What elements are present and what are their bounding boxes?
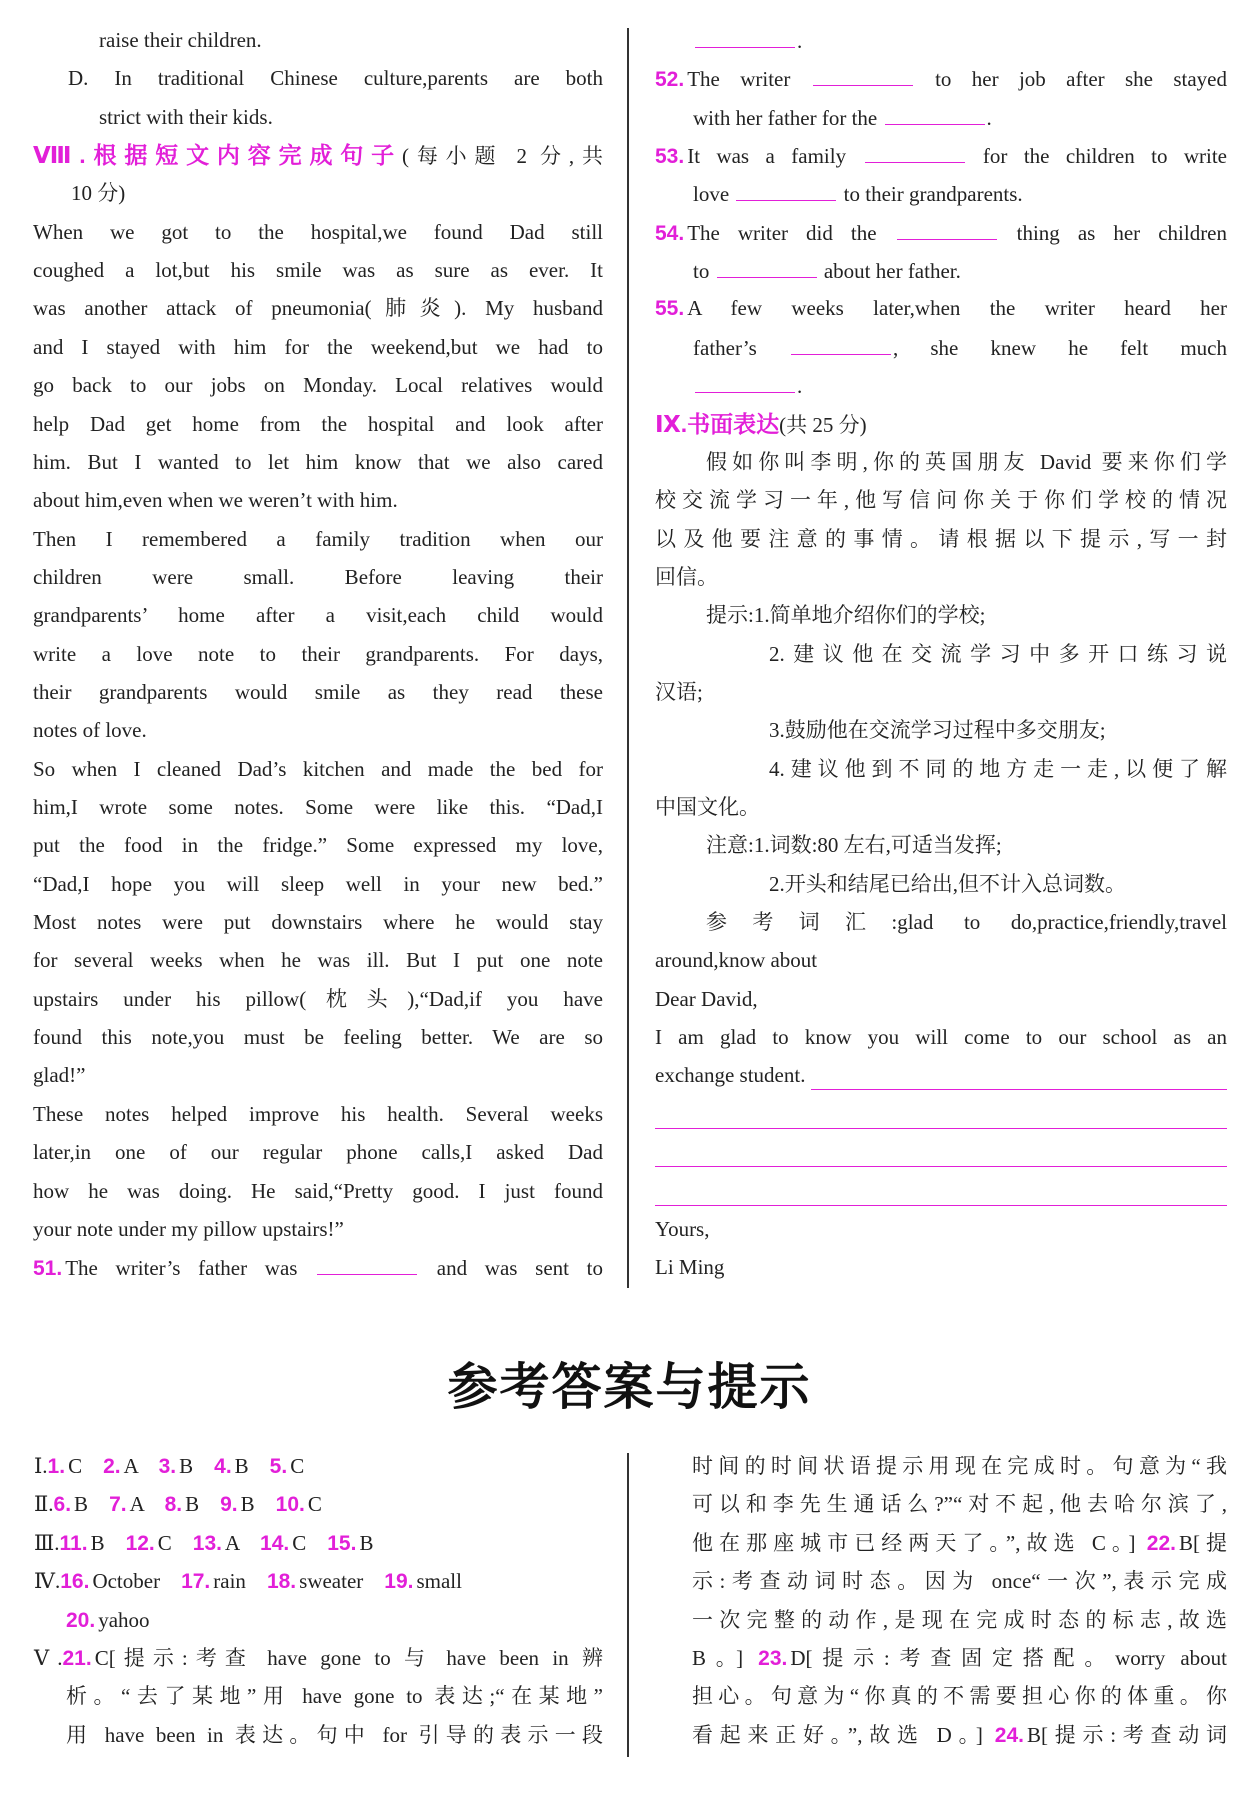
question-number: 19. [384,1570,414,1593]
text-line [655,945,1227,975]
writing-line[interactable] [655,1144,1227,1167]
text: Ⅴ. [34,1646,63,1670]
question-number: 52. [655,68,685,91]
text: to her job after she stayed [914,67,1228,91]
text: C [292,1531,328,1555]
question-number: 11. [59,1532,88,1555]
text-line [655,409,1227,439]
text: B [359,1531,374,1555]
text-line [655,485,1227,515]
text: B [234,1454,270,1478]
text-line [655,830,1227,860]
answers-divider [627,1453,629,1757]
text: yahoo [98,1608,150,1632]
text: found this note,you must be feeling better. We are so [33,1025,603,1049]
text: Yours, [655,1217,710,1241]
answer-blank[interactable] [717,255,817,278]
text-line [655,869,1227,899]
text: “Dad,I hope you will sleep well in your new bed.” [33,872,603,896]
question-number: 1. [47,1455,66,1478]
text: about him,even when we weren’t with him. [33,488,398,512]
text-line [33,332,603,362]
text-line [33,754,603,784]
question-number: 15. [327,1532,357,1555]
text-line [33,677,603,707]
text: 2.开头和结尾已给出,但不计入总词数。 [769,872,1126,896]
text-line [33,370,603,400]
answer-blank[interactable] [791,332,891,355]
section-heading: Ⅸ.书面表达 [655,411,780,437]
text-line [33,1137,603,1167]
text-line [655,792,1227,822]
text: It was a family [687,144,863,168]
text-line [33,715,603,745]
text: C [157,1531,193,1555]
text: to their grandparents. [838,182,1023,206]
text-line [33,217,603,247]
text: 他在那座城市已经两天了。”,故选 C。] [692,1531,1147,1555]
text-line [655,1214,1227,1244]
text-line [655,255,1227,285]
text: your note under my pillow upstairs!” [33,1217,344,1241]
text: small [416,1569,462,1593]
question-number: 5. [269,1455,288,1478]
text-line [655,63,1227,93]
answer-blank[interactable] [885,102,985,125]
text-line [655,1060,1227,1090]
text-line [655,217,1227,247]
text: strict with their kids. [99,105,273,129]
text-line [33,409,603,439]
text-line [655,25,1227,55]
text: notes of love. [33,718,147,742]
text-line [33,830,603,860]
text-line [655,984,1227,1014]
question-number: 53. [655,145,685,168]
answer-blank[interactable] [695,25,795,48]
answer-blank[interactable] [813,63,913,86]
text: Li Ming [655,1255,725,1279]
text: Ⅰ. [34,1454,48,1478]
text: I am glad to know you will come to our school as an [655,1025,1227,1049]
text: B[提 [1178,1531,1228,1555]
text-line [33,1176,603,1206]
text: C[提示:考查 have gone to 与 have been in 辨 [94,1646,604,1670]
text-line [692,1720,1227,1750]
text: grandparents’ home after a visit,each child would [33,603,603,627]
text-line [34,1528,603,1558]
text: Ⅲ. [34,1531,60,1555]
text: sweater [299,1569,385,1593]
text: their grandparents would smile as they read these [33,680,603,704]
text: October [92,1569,182,1593]
text-line [692,1681,1227,1711]
text-line [34,1566,603,1596]
question-number: 54. [655,222,685,245]
question-number: 4. [214,1455,232,1478]
text: A [129,1492,165,1516]
question-number: 9. [220,1493,238,1516]
text: 可以和李先生通话么?”“对不起,他去哈尔滨了, [692,1492,1227,1516]
text: love [693,182,735,206]
text: 注意:1.词数:80 左右,可适当发挥; [706,833,1002,857]
text: and I stayed with him for the weekend,but we had to [33,335,603,359]
text-line [33,255,603,285]
answer-blank[interactable] [695,370,795,393]
text: how he was doing. He said,“Pretty good. I just found [33,1179,603,1203]
text-line [655,1176,1227,1206]
text: 参考词汇:glad to do,practice,friendly,travel [706,910,1227,934]
text: upstairs under his pillow(枕头),“Dad,if you have [33,987,603,1011]
question-number: 18. [266,1570,297,1593]
text: . [797,374,803,398]
text-line [692,1643,1227,1673]
text-line [33,485,603,515]
text-line [655,562,1227,592]
text: 示:考查动词时态。因为 once“一次”,表示完成 [692,1569,1227,1593]
text-line [33,25,603,55]
text-line [655,907,1227,937]
text: 一次完整的动作,是现在完成时态的标志,故选 [692,1608,1227,1632]
text: (每小题 2 分,共 [402,144,603,168]
text: B [185,1492,221,1516]
text-line [655,293,1227,323]
text-line [655,178,1227,208]
question-number: 17. [181,1570,211,1593]
text: him. But I wanted to let him know that we also cared [33,450,603,474]
text: for the children to write [966,144,1228,168]
text-line [33,102,603,132]
text: 时间的时间状语提示用现在完成时。句意为“我 [692,1454,1227,1478]
writing-line[interactable] [655,1106,1227,1129]
text-line [655,332,1227,362]
text-line [33,1022,603,1052]
question-number: 51. [33,1257,63,1280]
text-line [33,945,603,975]
question-number: 20. [66,1609,96,1632]
text: B[提示:考查动词 [1027,1723,1227,1747]
text-line [655,1099,1227,1129]
text: rain [213,1569,267,1593]
text-line [33,178,603,208]
writing-line[interactable] [811,1067,1227,1090]
text-line [33,63,603,93]
text-line [655,140,1227,170]
section-heading: Ⅷ.根据短文内容完成句子 [33,142,402,168]
text: 以及他要注意的事情。请根据以下提示,写一封 [655,527,1227,551]
text: 回信。 [655,565,718,589]
question-number: 12. [125,1532,155,1555]
text-line [655,639,1227,669]
text: glad!” [33,1063,86,1087]
text-line [692,1605,1227,1635]
text: around,know about [655,948,818,972]
text: Most notes were put downstairs where he would stay [33,910,603,934]
text-line [655,1137,1227,1167]
text-line [33,1252,603,1282]
answer-blank[interactable] [736,178,836,201]
text: A few weeks later,when the writer heard her [687,296,1227,320]
text: The writer’s father was [65,1256,316,1280]
text: thing as her children [998,221,1228,245]
text-line [34,1489,603,1519]
text: 看起来正好。”,故选 D。] [692,1723,995,1747]
text: write a love note to their grandparents. For days, [33,642,603,666]
text-line [33,639,603,669]
text-line [33,907,603,937]
question-number: 6. [53,1493,72,1516]
text: Then I remembered a family tradition when our [33,527,603,551]
text: Ⅱ. [34,1492,54,1516]
text: These notes helped improve his health. Several weeks [33,1102,603,1126]
text-line [33,1099,603,1129]
question-number: 55. [655,297,685,320]
text: A [225,1531,261,1555]
text: D. In traditional Chinese culture,parents are both [68,66,603,90]
text-line [33,600,603,630]
question-number: 21. [62,1647,92,1670]
text: 中国文化。 [655,795,760,819]
text-line [655,677,1227,707]
text-line [655,447,1227,477]
text: 2.建议他在交流学习中多开口练习说 [769,642,1227,666]
text-line [33,524,603,554]
text-line [33,1060,603,1090]
text: 析。“去了某地”用 have gone to 表达;“在某地” [66,1684,603,1708]
writing-line[interactable] [655,1183,1227,1206]
answers-title: 参考答案与提示 [447,1358,812,1416]
text: C [307,1492,322,1516]
text: B [90,1531,126,1555]
text-line [33,869,603,899]
text-line [33,293,603,323]
question-number: 24. [994,1724,1024,1747]
text: to [693,259,715,283]
text: When we got to the hospital,we found Dad still [33,220,603,244]
text: about her father. [818,259,961,283]
text: C [68,1454,104,1478]
text: 提示:1.简单地介绍你们的学校; [706,603,986,627]
question-number: 16. [60,1570,90,1593]
question-number: 13. [192,1532,222,1555]
text: The writer did the [687,221,895,245]
text-line [33,792,603,822]
text-line [33,1214,603,1244]
answer-blank[interactable] [865,140,965,163]
column-divider [627,28,629,1288]
text: coughed a lot,but his smile was as sure as ever. It [33,258,603,282]
text: for several weeks when he was ill. But I put one note [33,948,603,972]
text-line [34,1605,603,1635]
text: Ⅳ. [34,1569,61,1593]
text-line [692,1566,1227,1596]
text: 汉语; [655,680,703,704]
text-line [34,1681,603,1711]
text: put the food in the fridge.” Some expressed my love, [33,833,603,857]
text: . [797,29,803,53]
text: A [123,1454,159,1478]
text-line [33,447,603,477]
question-number: 3. [158,1455,177,1478]
text-line [692,1451,1227,1481]
question-number: 2. [103,1455,121,1478]
text-line [692,1528,1227,1558]
text-line [33,984,603,1014]
text-line [655,1022,1227,1052]
text: later,in one of our regular phone calls,I asked Dad [33,1140,603,1164]
text-line [655,600,1227,630]
answer-blank[interactable] [317,1252,417,1275]
text: 假如你叫李明,你的英国朋友 David 要来你们学 [706,450,1227,474]
question-number: 23. [758,1647,788,1670]
text: Dear David, [655,987,758,1011]
text-line [34,1720,603,1750]
text-line [34,1451,603,1481]
text: B [179,1454,215,1478]
text-line [33,140,603,170]
text-line [655,754,1227,784]
text: The writer [687,67,811,91]
question-number: 8. [164,1493,183,1516]
text: 用 have been in 表达。句中 for 引导的表示一段 [66,1723,603,1747]
text: children were small. Before leaving their [33,565,603,589]
text: go back to our jobs on Monday. Local relatives would [33,373,603,397]
text: 10 分) [71,181,126,205]
text: father’s [693,336,789,360]
answer-blank[interactable] [897,217,997,240]
text: B [74,1492,110,1516]
text: him,I wrote some notes. Some were like this. “Dad,I [33,795,603,819]
text-line [655,524,1227,554]
text: 3.鼓励他在交流学习过程中多交朋友; [769,718,1106,742]
text: (共 25 分) [779,413,867,437]
text-line [655,715,1227,745]
text: B [240,1492,276,1516]
text-line [655,1252,1227,1282]
text: help Dad get home from the hospital and look after [33,412,603,436]
question-number: 14. [260,1532,290,1555]
text: C [290,1454,305,1478]
text-line [655,370,1227,400]
question-number: 7. [109,1493,127,1516]
text: 4.建议他到不同的地方走一走,以便了解 [769,757,1227,781]
text: raise their children. [99,28,262,52]
text: , she knew he felt much [892,336,1227,360]
text: exchange student. [655,1063,806,1087]
text: So when I cleaned Dad’s kitchen and made the bed for [33,757,603,781]
text-line [692,1489,1227,1519]
text-line [34,1643,603,1673]
text: . [986,106,992,130]
text-line [655,102,1227,132]
text-line [33,562,603,592]
text: was another attack of pneumonia(肺炎). My husband [33,296,603,320]
text: with her father for the [693,106,883,130]
text: 校交流学习一年,他写信问你关于你们学校的情况 [655,488,1227,512]
text: and was sent to [419,1256,603,1280]
text: D[提示:考查固定搭配。worry about [790,1646,1227,1670]
text: 担心。句意为“你真的不需要担心你的体重。你 [692,1684,1227,1708]
text: B。] [692,1646,759,1670]
question-number: 22. [1146,1532,1176,1555]
question-number: 10. [275,1493,305,1516]
